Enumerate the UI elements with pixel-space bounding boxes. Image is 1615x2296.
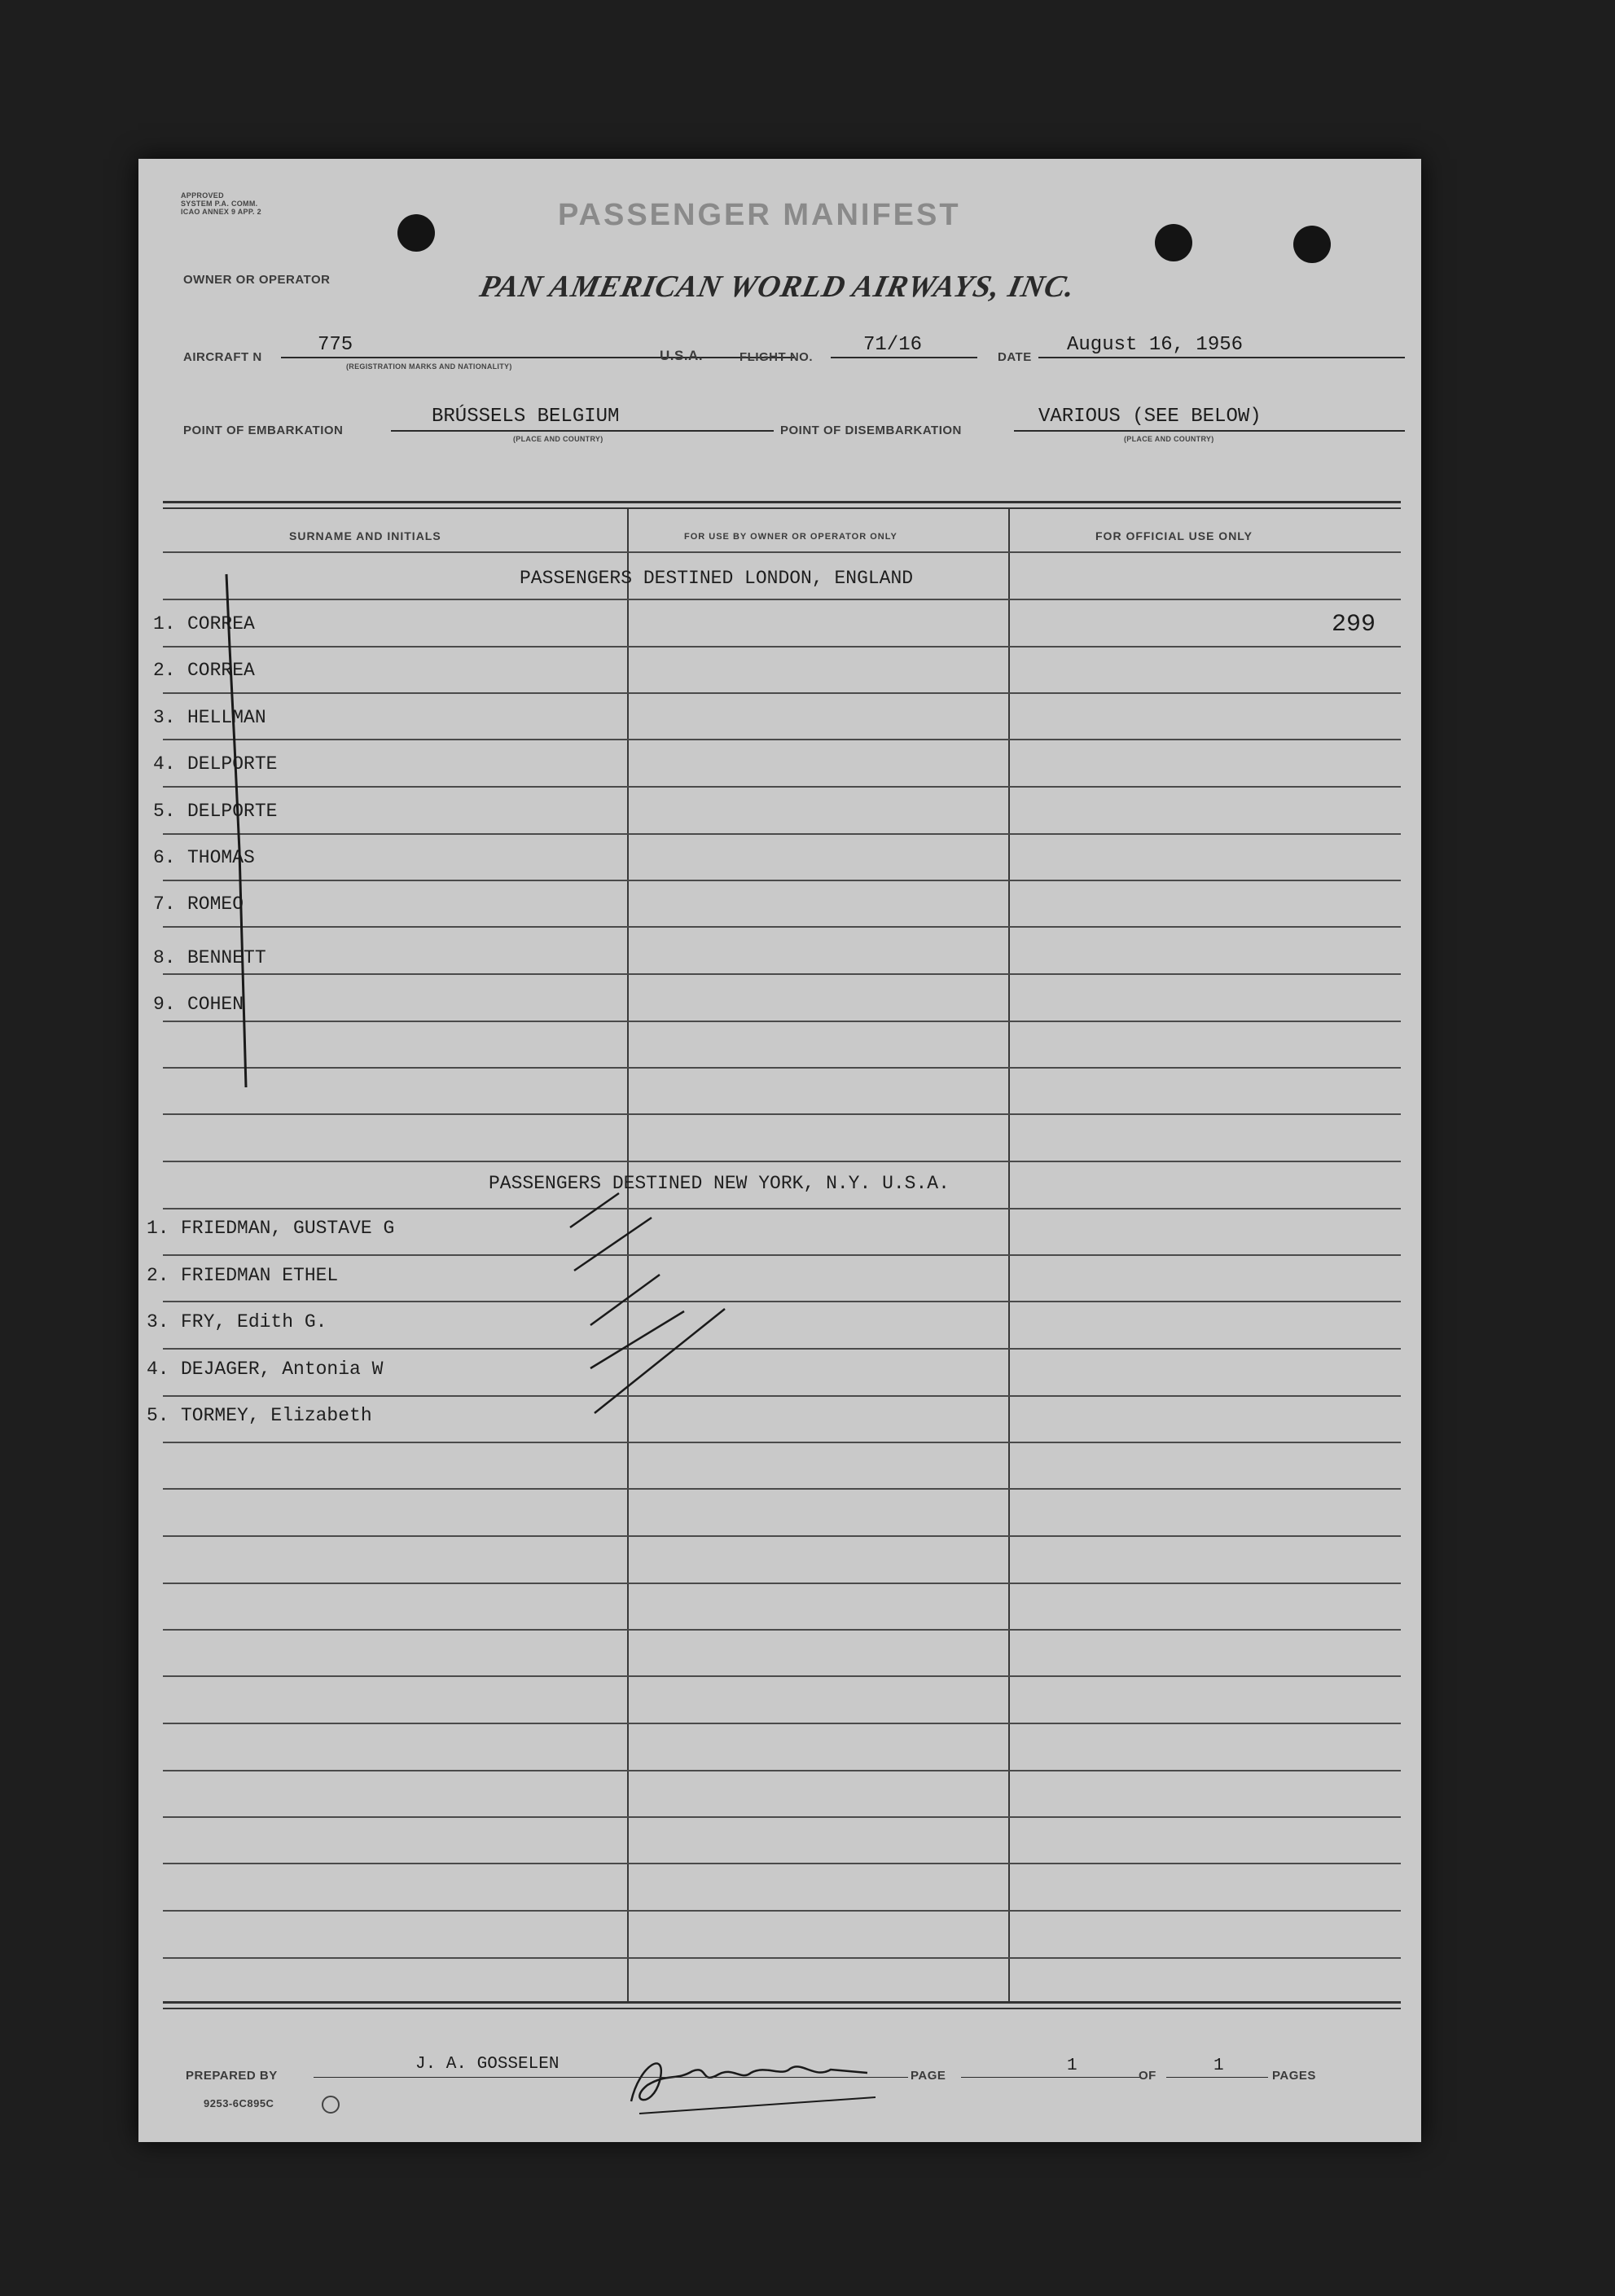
aircraft-label: AIRCRAFT N: [183, 350, 262, 364]
section-heading-new-york: PASSENGERS DESTINED NEW YORK, N.Y. U.S.A.: [489, 1173, 950, 1194]
flight-value: 71/16: [863, 334, 923, 356]
check-mark-5: [595, 1309, 725, 1413]
page-label: PAGE: [911, 2069, 946, 2083]
punch-hole-2: [1155, 224, 1192, 261]
manifest-sheet: [138, 159, 1421, 2142]
owner-label: OWNER OR OPERATOR: [183, 273, 331, 287]
punch-hole-1: [397, 214, 435, 252]
check-mark-4: [590, 1311, 684, 1368]
handwritten-marks: [138, 159, 1421, 2142]
approval-stamp: [181, 191, 261, 216]
signature: [631, 2063, 867, 2101]
flight-label: FLIGHT NO.: [739, 350, 813, 364]
of-value: 1: [1213, 2057, 1224, 2075]
disembarkation-place-note: (PLACE AND COUNTRY): [1124, 435, 1214, 443]
union-bug-icon: [322, 2096, 340, 2114]
col-official-use-header: FOR OFFICIAL USE ONLY: [1095, 529, 1253, 542]
disembarkation-label: POINT OF DISEMBARKATION: [780, 424, 962, 437]
passenger-row: 1. FRIEDMAN, GUSTAVE G: [147, 1218, 395, 1239]
passenger-row: 9. COHEN: [153, 994, 244, 1015]
approval-line-2: SYSTEM P.A. COMM.: [181, 200, 258, 208]
signature-underline: [639, 2097, 876, 2114]
section-heading-london: PASSENGERS DESTINED LONDON, ENGLAND: [520, 568, 914, 589]
date-label: DATE: [998, 350, 1032, 364]
form-title: PASSENGER MANIFEST: [558, 198, 961, 232]
usa-label: U.S.A.: [660, 348, 704, 363]
embarkation-place-note: (PLACE AND COUNTRY): [513, 435, 603, 443]
col-surname-header: SURNAME AND INITIALS: [289, 529, 441, 542]
stamp-number: 299: [1332, 611, 1376, 639]
aircraft-value: 775: [318, 334, 353, 356]
form-number: 9253-6C895C: [204, 2097, 274, 2109]
page-value: 1: [1067, 2057, 1077, 2075]
check-mark-1: [570, 1193, 619, 1227]
passenger-row: 6. THOMAS: [153, 847, 255, 868]
check-mark-3: [590, 1275, 660, 1325]
passenger-row: 3. FRY, Edith G.: [147, 1311, 327, 1332]
passenger-row: 2. CORREA: [153, 660, 255, 681]
of-label: OF: [1139, 2069, 1156, 2083]
passenger-row: 1. CORREA: [153, 613, 255, 634]
operator-name: PAN AMERICAN WORLD AIRWAYS, INC.: [476, 270, 1079, 304]
prepared-by-label: PREPARED BY: [186, 2069, 278, 2083]
approval-line-1: APPROVED: [181, 191, 224, 200]
col-owner-use-header: FOR USE BY OWNER OR OPERATOR ONLY: [684, 532, 897, 542]
registration-note: (REGISTRATION MARKS AND NATIONALITY): [346, 362, 512, 371]
passenger-row: 7. ROMEO: [153, 893, 244, 915]
passenger-row: 4. DEJAGER, Antonia W: [147, 1359, 384, 1380]
embarkation-label: POINT OF EMBARKATION: [183, 424, 344, 437]
passenger-row: 8. BENNETT: [153, 947, 266, 968]
disembarkation-value: VARIOUS (SEE BELOW): [1038, 406, 1262, 428]
passenger-row: 2. FRIEDMAN ETHEL: [147, 1265, 339, 1286]
approval-line-3: ICAO ANNEX 9 APP. 2: [181, 208, 261, 216]
prepared-by-value: J. A. GOSSELEN: [415, 2055, 560, 2074]
passenger-row: 5. TORMEY, Elizabeth: [147, 1405, 372, 1426]
passenger-row: 5. DELPORTE: [153, 801, 278, 822]
date-value: August 16, 1956: [1067, 334, 1244, 356]
check-mark-2: [574, 1218, 652, 1271]
embarkation-value: BRÚSSELS BELGIUM: [432, 406, 620, 428]
passenger-row: 4. DELPORTE: [153, 753, 278, 775]
pages-label: PAGES: [1272, 2069, 1316, 2083]
punch-hole-3: [1293, 226, 1331, 263]
passenger-row: 3. HELLMAN: [153, 707, 266, 728]
